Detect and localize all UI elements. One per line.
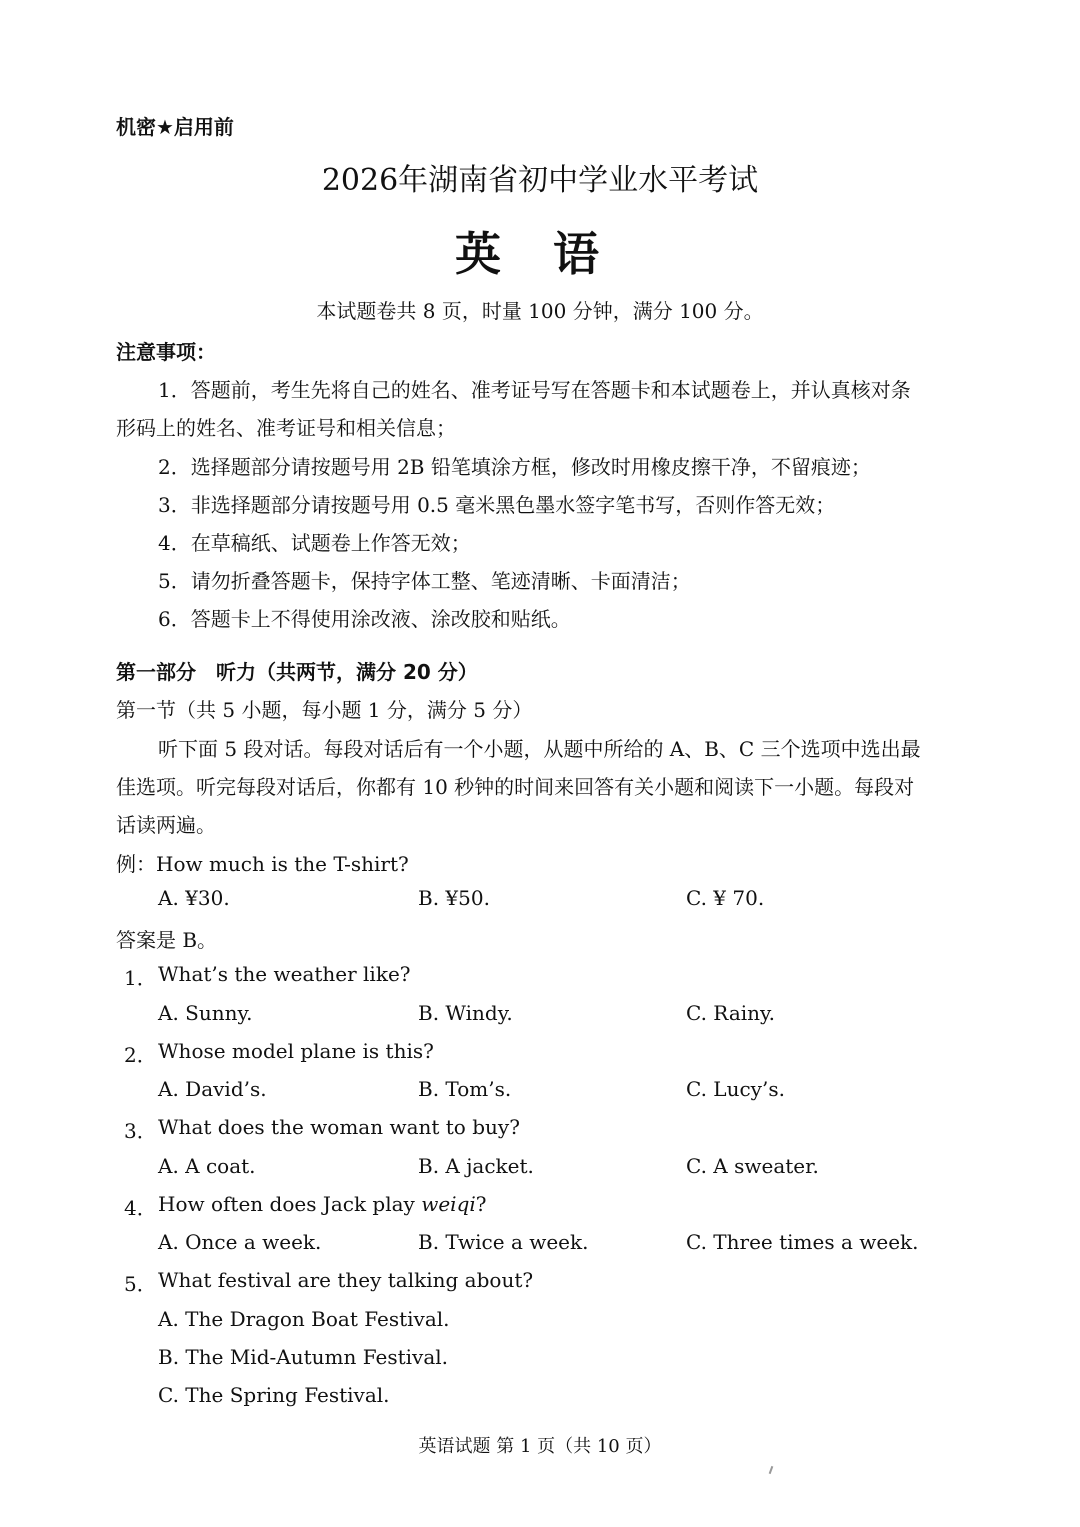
example-option-b: B. ¥50. <box>418 886 490 910</box>
page-footer: 英语试题 第 1 页（共 10 页） <box>418 1436 662 1457</box>
option-c: C. Rainy. <box>686 1001 776 1025</box>
option-b: B. Windy. <box>418 1001 513 1025</box>
option-b: B. Twice a week. <box>418 1230 589 1254</box>
question-text: What festival are they talking about? <box>158 1268 534 1292</box>
instruction-line: 话读两遍。 <box>116 813 216 837</box>
question-number: 3． <box>124 1119 157 1143</box>
option-c: C. Three times a week. <box>686 1230 919 1254</box>
option-a: A. Once a week. <box>158 1230 322 1254</box>
instruction-line: 听下面 5 段对话。每段对话后有一个小题，从题中所给的 A、B、C 三个选项中选出最 <box>158 737 921 761</box>
exam-title: 2026年湖南省初中学业水平考试 <box>321 163 759 198</box>
question-text <box>158 1192 487 1216</box>
option-a: A. Sunny. <box>158 1001 253 1025</box>
notice-item: 5．请勿折叠答题卡，保持字体工整、笔迹清晰、卡面清洁； <box>158 569 691 593</box>
question-number: 5． <box>124 1272 157 1296</box>
option-a: A. A coat. <box>158 1154 256 1178</box>
question-text-after: ? <box>475 1192 487 1216</box>
part-heading: 第一部分 听力（共两节，满分 20 分） <box>116 660 478 684</box>
notice-item: 3．非选择题部分请按题号用 0.5 毫米黑色墨水签字笔书写，否则作答无效； <box>158 493 836 517</box>
option-b: B. A jacket. <box>418 1154 534 1178</box>
notice-item: 1．答题前，考生先将自己的姓名、准考证号写在答题卡和本试题卷上，并认真核对条 <box>158 378 911 402</box>
question-number: 2． <box>124 1043 157 1067</box>
option-c: C. Lucy’s. <box>686 1077 785 1101</box>
notice-heading: 注意事项： <box>116 340 216 364</box>
example-answer: 答案是 B。 <box>116 928 218 952</box>
question-number: 4． <box>124 1196 157 1220</box>
question-text-italic: weiqi <box>421 1192 476 1216</box>
example-question: 例：How much is the T-shirt? <box>116 852 409 876</box>
paper-info: 本试题卷共 8 页，时量 100 分钟，满分 100 分。 <box>316 299 764 323</box>
scan-mark <box>769 1466 774 1474</box>
notice-item: 2．选择题部分请按题号用 2B 铅笔填涂方框，修改时用橡皮擦干净，不留痕迹； <box>158 455 871 479</box>
question-text-before: How often does Jack play <box>158 1192 422 1216</box>
notice-item: 4．在草稿纸、试题卷上作答无效； <box>158 531 471 555</box>
option-c: C. The Spring Festival. <box>158 1383 390 1407</box>
example-option-a: A. ¥30. <box>158 886 230 910</box>
notice-item-continued: 形码上的姓名、准考证号和相关信息； <box>116 416 456 440</box>
question-text: What’s the weather like? <box>158 962 411 986</box>
question-text: Whose model plane is this? <box>158 1039 434 1063</box>
option-b: B. The Mid-Autumn Festival. <box>158 1345 448 1369</box>
option-a: A. David’s. <box>158 1077 267 1101</box>
option-b: B. Tom’s. <box>418 1077 512 1101</box>
notice-item: 6．答题卡上不得使用涂改液、涂改胶和贴纸。 <box>158 607 571 631</box>
subject-title: 英语 <box>455 227 651 281</box>
option-c: C. A sweater. <box>686 1154 819 1178</box>
question-number: 1． <box>124 966 157 990</box>
instruction-line: 佳选项。听完每段对话后，你都有 10 秒钟的时间来回答有关小题和阅读下一小题。每段对 <box>116 775 915 799</box>
option-a: A. The Dragon Boat Festival. <box>158 1307 450 1331</box>
question-text: What does the woman want to buy? <box>158 1115 520 1139</box>
confidential-label: 机密★启用前 <box>116 115 234 139</box>
section-heading: 第一节（共 5 小题，每小题 1 分，满分 5 分） <box>116 698 533 722</box>
example-option-c: C. ¥ 70. <box>686 886 765 910</box>
